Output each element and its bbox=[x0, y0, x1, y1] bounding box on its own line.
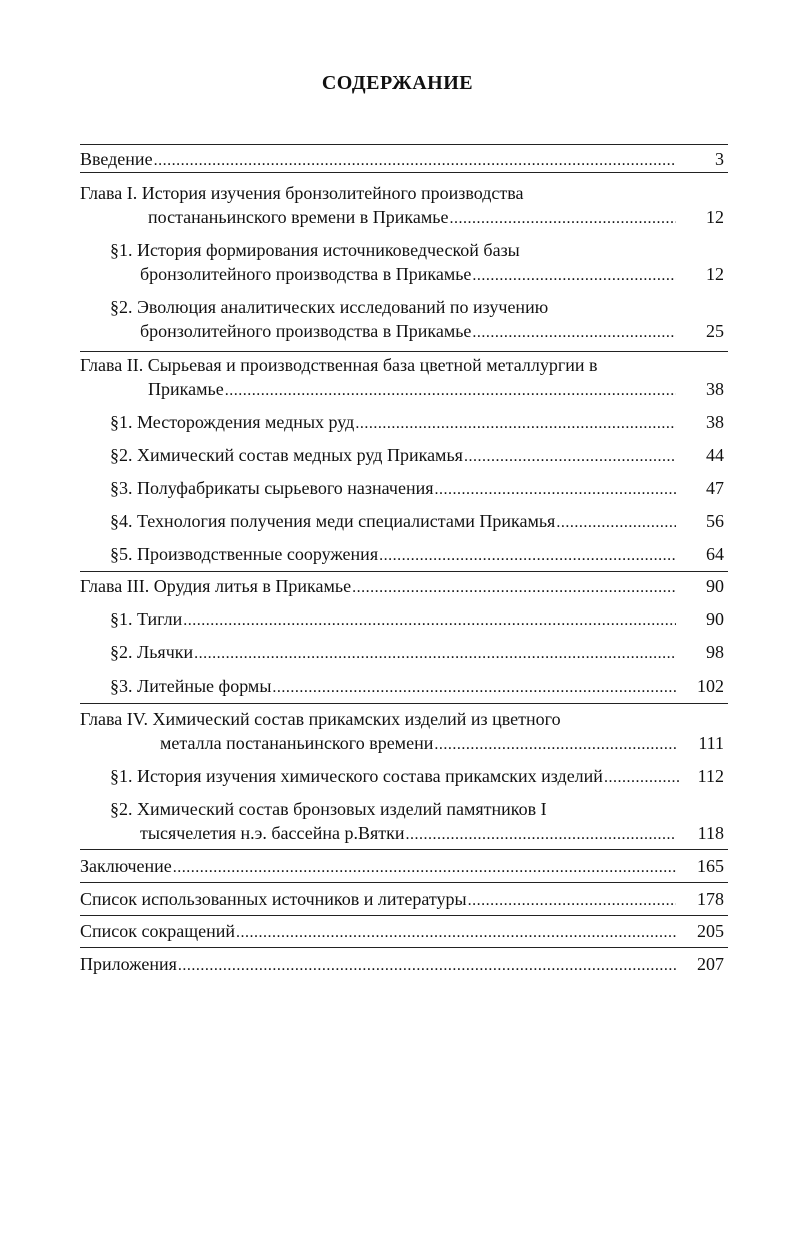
toc-entry-label: §1. История изучения химического состава прикамских изделий bbox=[110, 766, 603, 786]
toc-page-number: 56 bbox=[706, 511, 724, 531]
toc-page-number: 12 bbox=[706, 207, 724, 227]
toc-page-number: 64 bbox=[706, 544, 724, 564]
toc-entry-label: §3. Полуфабрикаты сырьевого назначения bbox=[110, 478, 434, 498]
toc-title: СОДЕРЖАНИЕ bbox=[321, 72, 474, 94]
leader-dots bbox=[173, 857, 676, 879]
toc-page-number: 12 bbox=[706, 264, 724, 284]
leader-dots bbox=[352, 577, 676, 599]
toc-entry-label-cont: постананьинского времени в Прикамье bbox=[148, 207, 449, 227]
toc-entry-label: Глава IV. Химический состав прикамских изделий из цветного bbox=[80, 709, 561, 729]
toc-page-number: 38 bbox=[706, 412, 724, 432]
toc-entry-label: §2. Химический состав бронзовых изделий памятников I bbox=[110, 799, 547, 819]
divider bbox=[80, 172, 728, 173]
toc-entry-label: Список использованных источников и литературы bbox=[80, 889, 467, 909]
toc-entry-label: §2. Химический состав медных руд Прикамья bbox=[110, 445, 463, 465]
toc-entry-label: Заключение bbox=[80, 856, 172, 876]
divider bbox=[80, 915, 728, 916]
toc-entry-label: §3. Литейные формы bbox=[110, 676, 272, 696]
toc-page-number: 178 bbox=[697, 889, 724, 909]
leader-dots bbox=[434, 734, 676, 756]
toc-entry-label-cont: металла постананьинского времени bbox=[160, 733, 434, 753]
leader-dots bbox=[464, 446, 676, 468]
toc-entry-label: Глава II. Сырьевая и производственная база цветной металлургии в bbox=[80, 355, 598, 375]
toc-entry-label: §1. Тигли bbox=[110, 609, 183, 629]
toc-entry-label: Введение bbox=[80, 149, 153, 169]
toc-entry-label: §1. История формирования источниковедческой базы bbox=[110, 240, 520, 260]
toc-entry-label-cont: бронзолитейного производства в Прикамье bbox=[140, 321, 472, 341]
toc-entry-label: Приложения bbox=[80, 954, 177, 974]
divider bbox=[80, 849, 728, 850]
leader-dots bbox=[355, 413, 676, 435]
toc-entry-label: §1. Месторождения медных руд bbox=[110, 412, 355, 432]
toc-page-number: 44 bbox=[706, 445, 724, 465]
toc-entry-label: Список сокращений bbox=[80, 921, 235, 941]
leader-dots bbox=[178, 955, 676, 977]
toc-entry-label: Глава I. История изучения бронзолитейного производства bbox=[80, 183, 524, 203]
leader-dots bbox=[183, 610, 676, 632]
toc-entry-label-cont: бронзолитейного производства в Прикамье bbox=[140, 264, 472, 284]
divider bbox=[80, 947, 728, 948]
toc-entry-label: Глава III. Орудия литья в Прикамье bbox=[80, 576, 352, 596]
toc-page-number: 3 bbox=[715, 149, 724, 169]
toc-page-number: 207 bbox=[697, 954, 724, 974]
toc-entry-label: §5. Производственные сооружения bbox=[110, 544, 379, 564]
toc-page-number: 118 bbox=[697, 823, 724, 843]
leader-dots bbox=[406, 824, 677, 846]
leader-dots bbox=[449, 208, 676, 230]
leader-dots bbox=[556, 512, 676, 534]
toc-page-number: 98 bbox=[706, 642, 724, 662]
leader-dots bbox=[225, 380, 676, 402]
toc-page-number: 165 bbox=[697, 856, 724, 876]
leader-dots bbox=[272, 677, 676, 699]
divider bbox=[80, 144, 728, 145]
leader-dots bbox=[468, 890, 676, 912]
toc-page-number: 112 bbox=[697, 766, 724, 786]
toc-page-number: 38 bbox=[706, 379, 724, 399]
leader-dots bbox=[472, 322, 676, 344]
toc-page-number: 111 bbox=[698, 733, 724, 753]
toc-entry-label: §2. Эволюция аналитических исследований по изучению bbox=[110, 297, 549, 317]
divider bbox=[80, 703, 728, 704]
toc-page-number: 90 bbox=[706, 609, 724, 629]
leader-dots bbox=[472, 265, 676, 287]
divider bbox=[80, 351, 728, 352]
leader-dots bbox=[154, 150, 676, 172]
toc-page-number: 25 bbox=[706, 321, 724, 341]
toc-entry-label: §4. Технология получения меди специалистами Прикамья bbox=[110, 511, 556, 531]
toc-page-number: 90 bbox=[706, 576, 724, 596]
toc-page-number: 205 bbox=[697, 921, 724, 941]
leader-dots bbox=[194, 643, 676, 665]
toc-entry-label-cont: Прикамье bbox=[148, 379, 224, 399]
toc-entry-label-cont: тысячелетия н.э. бассейна р.Вятки bbox=[140, 823, 405, 843]
leader-dots bbox=[236, 922, 676, 944]
divider bbox=[80, 882, 728, 883]
toc-entry-label: §2. Льячки bbox=[110, 642, 194, 662]
leader-dots bbox=[379, 545, 676, 567]
toc-page-number: 102 bbox=[697, 676, 724, 696]
divider bbox=[80, 571, 728, 572]
leader-dots bbox=[435, 479, 676, 501]
toc-page-number: 47 bbox=[706, 478, 724, 498]
leader-dots bbox=[604, 767, 680, 789]
